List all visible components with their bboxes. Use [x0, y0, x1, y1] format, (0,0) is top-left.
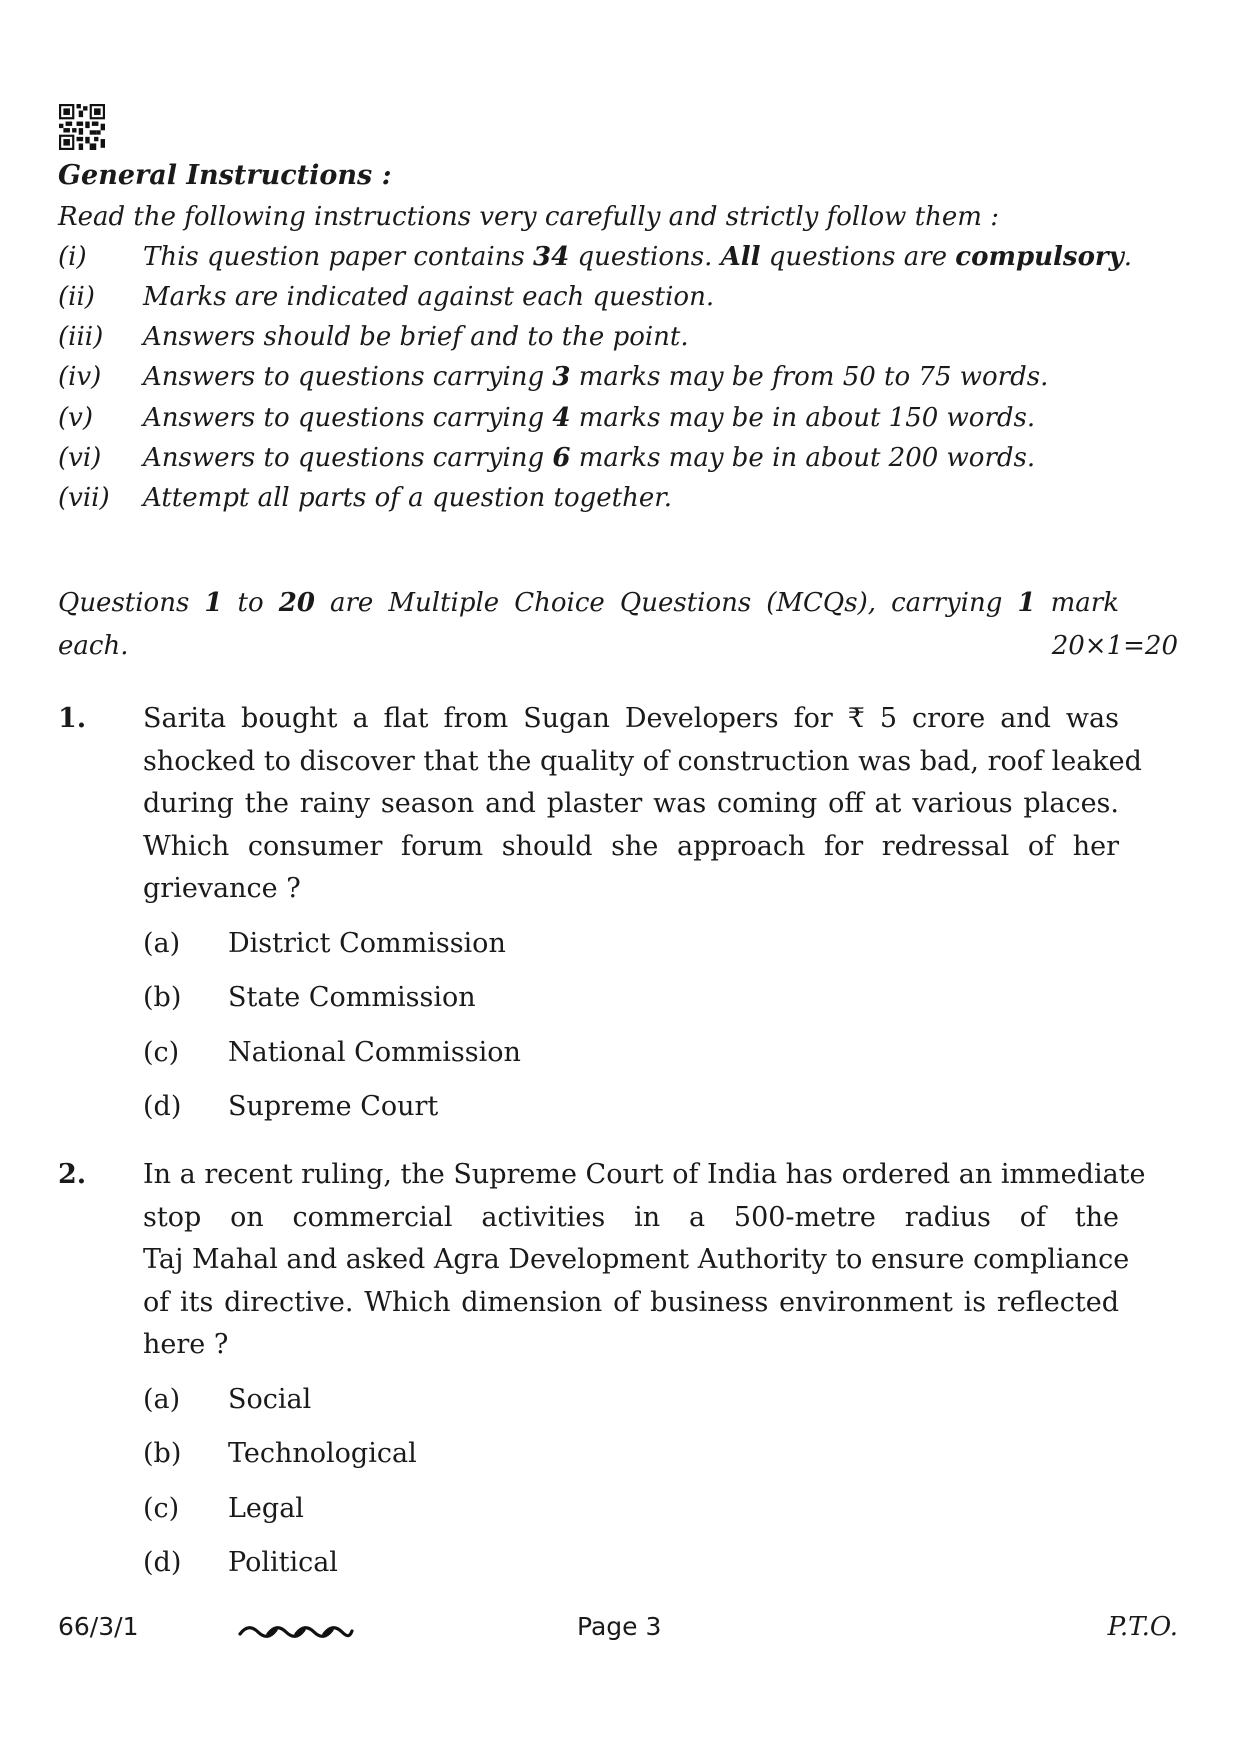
- question-number: 1.: [58, 703, 87, 734]
- option-text: Social: [228, 1384, 312, 1415]
- page-number: Page 3: [577, 1612, 662, 1641]
- instruction-text: [143, 242, 1132, 272]
- question-text-line: stop on commercial activities in a 500-metre radius of the: [143, 1201, 1119, 1233]
- question-text-line: In a recent ruling, the Supreme Court of India has ordered an immediate: [143, 1159, 1146, 1190]
- option-text: Political: [228, 1546, 338, 1578]
- emphasis-text: 1: [204, 588, 223, 618]
- emphasis-text: compulsory: [955, 242, 1124, 272]
- option-letter: (b): [143, 1438, 182, 1470]
- instruction-number: (iii): [58, 322, 104, 352]
- instruction-text: [143, 403, 1035, 433]
- text-segment: Answers should be brief and to the point.: [143, 322, 689, 352]
- instructions-heading: General Instructions :: [58, 160, 392, 191]
- text-segment: Answers to questions carrying: [143, 362, 553, 392]
- instruction-text: [143, 483, 672, 513]
- option-letter: (b): [143, 982, 182, 1014]
- text-segment: marks may be in about 200 words.: [570, 443, 1036, 473]
- option-text: Supreme Court: [228, 1090, 439, 1122]
- question-text-line: Sarita bought a flat from Sugan Developers for ₹ 5 crore and was: [143, 703, 1119, 734]
- emphasis-text: 3: [552, 362, 571, 392]
- text-segment: questions.: [569, 242, 721, 272]
- question-number: 2.: [58, 1159, 87, 1190]
- emphasis-text: All: [720, 242, 761, 272]
- option-text: Legal: [228, 1492, 304, 1524]
- option-letter: (a): [143, 928, 181, 959]
- text-segment: .: [1123, 242, 1132, 272]
- option-text: Technological: [228, 1438, 417, 1470]
- text-segment: marks may be in about 150 words.: [570, 403, 1036, 433]
- text-segment: Attempt all parts of a question together.: [143, 483, 673, 513]
- option-letter: (d): [143, 1546, 182, 1578]
- text-segment: Answers to questions carrying: [143, 443, 553, 473]
- instruction-text: [143, 443, 1035, 473]
- paper-code: 66/3/1: [58, 1612, 139, 1641]
- question-text-line: of its directive. Which dimension of business environment is reflected: [143, 1286, 1119, 1318]
- mcq-note-line-2: each.: [58, 631, 129, 661]
- option-letter: (d): [143, 1090, 182, 1122]
- option-text: National Commission: [228, 1036, 521, 1068]
- text-segment: Marks are indicated against each question.: [143, 282, 715, 312]
- instruction-text: [143, 322, 689, 352]
- text-segment: to: [222, 588, 279, 618]
- question-text-line: during the rainy season and plaster was coming off at various places.: [143, 788, 1119, 819]
- text-segment: Answers to questions carrying: [143, 403, 553, 433]
- instruction-text: [143, 282, 714, 312]
- text-segment: are Multiple Choice Questions (MCQs), carrying: [314, 588, 1018, 618]
- emphasis-text: 34: [533, 242, 570, 272]
- please-turn-over: P.T.O.: [1107, 1612, 1178, 1642]
- wave-ornament-icon: [238, 1622, 354, 1642]
- option-letter: (c): [143, 1492, 180, 1524]
- instruction-number: (iv): [58, 362, 102, 392]
- qr-code-icon: [59, 104, 105, 150]
- instruction-number: (ii): [58, 282, 95, 312]
- option-letter: (a): [143, 1384, 181, 1415]
- text-segment: mark: [1035, 588, 1119, 618]
- text-segment: marks may be from 50 to 75 words.: [570, 362, 1049, 392]
- emphasis-text: 6: [552, 443, 571, 473]
- instructions-intro: Read the following instructions very carefully and strictly follow them :: [58, 202, 999, 232]
- instruction-number: (v): [58, 403, 93, 433]
- instruction-number: (i): [58, 242, 87, 272]
- text-segment: This question paper contains: [143, 242, 533, 272]
- mcq-section-marks: 20×1=20: [1051, 631, 1178, 661]
- mcq-note-line-1: [58, 588, 1119, 618]
- instruction-number: (vi): [58, 443, 102, 473]
- question-text-line: shocked to discover that the quality of construction was bad, roof leaked: [143, 745, 1142, 777]
- text-segment: questions are: [760, 242, 956, 272]
- emphasis-text: 20: [278, 588, 315, 618]
- text-segment: Questions: [58, 588, 205, 618]
- emphasis-text: 4: [552, 403, 571, 433]
- option-text: District Commission: [228, 928, 506, 959]
- option-letter: (c): [143, 1036, 180, 1068]
- instruction-text: [143, 362, 1048, 392]
- instruction-number: (vii): [58, 483, 110, 513]
- emphasis-text: 1: [1017, 588, 1036, 618]
- question-text-line: here ?: [143, 1329, 229, 1360]
- option-text: State Commission: [228, 982, 476, 1014]
- question-text-line: grievance ?: [143, 873, 301, 904]
- question-text-line: Taj Mahal and asked Agra Development Authority to ensure compliance: [143, 1244, 1130, 1275]
- question-text-line: Which consumer forum should she approach for redressal of her: [143, 830, 1119, 862]
